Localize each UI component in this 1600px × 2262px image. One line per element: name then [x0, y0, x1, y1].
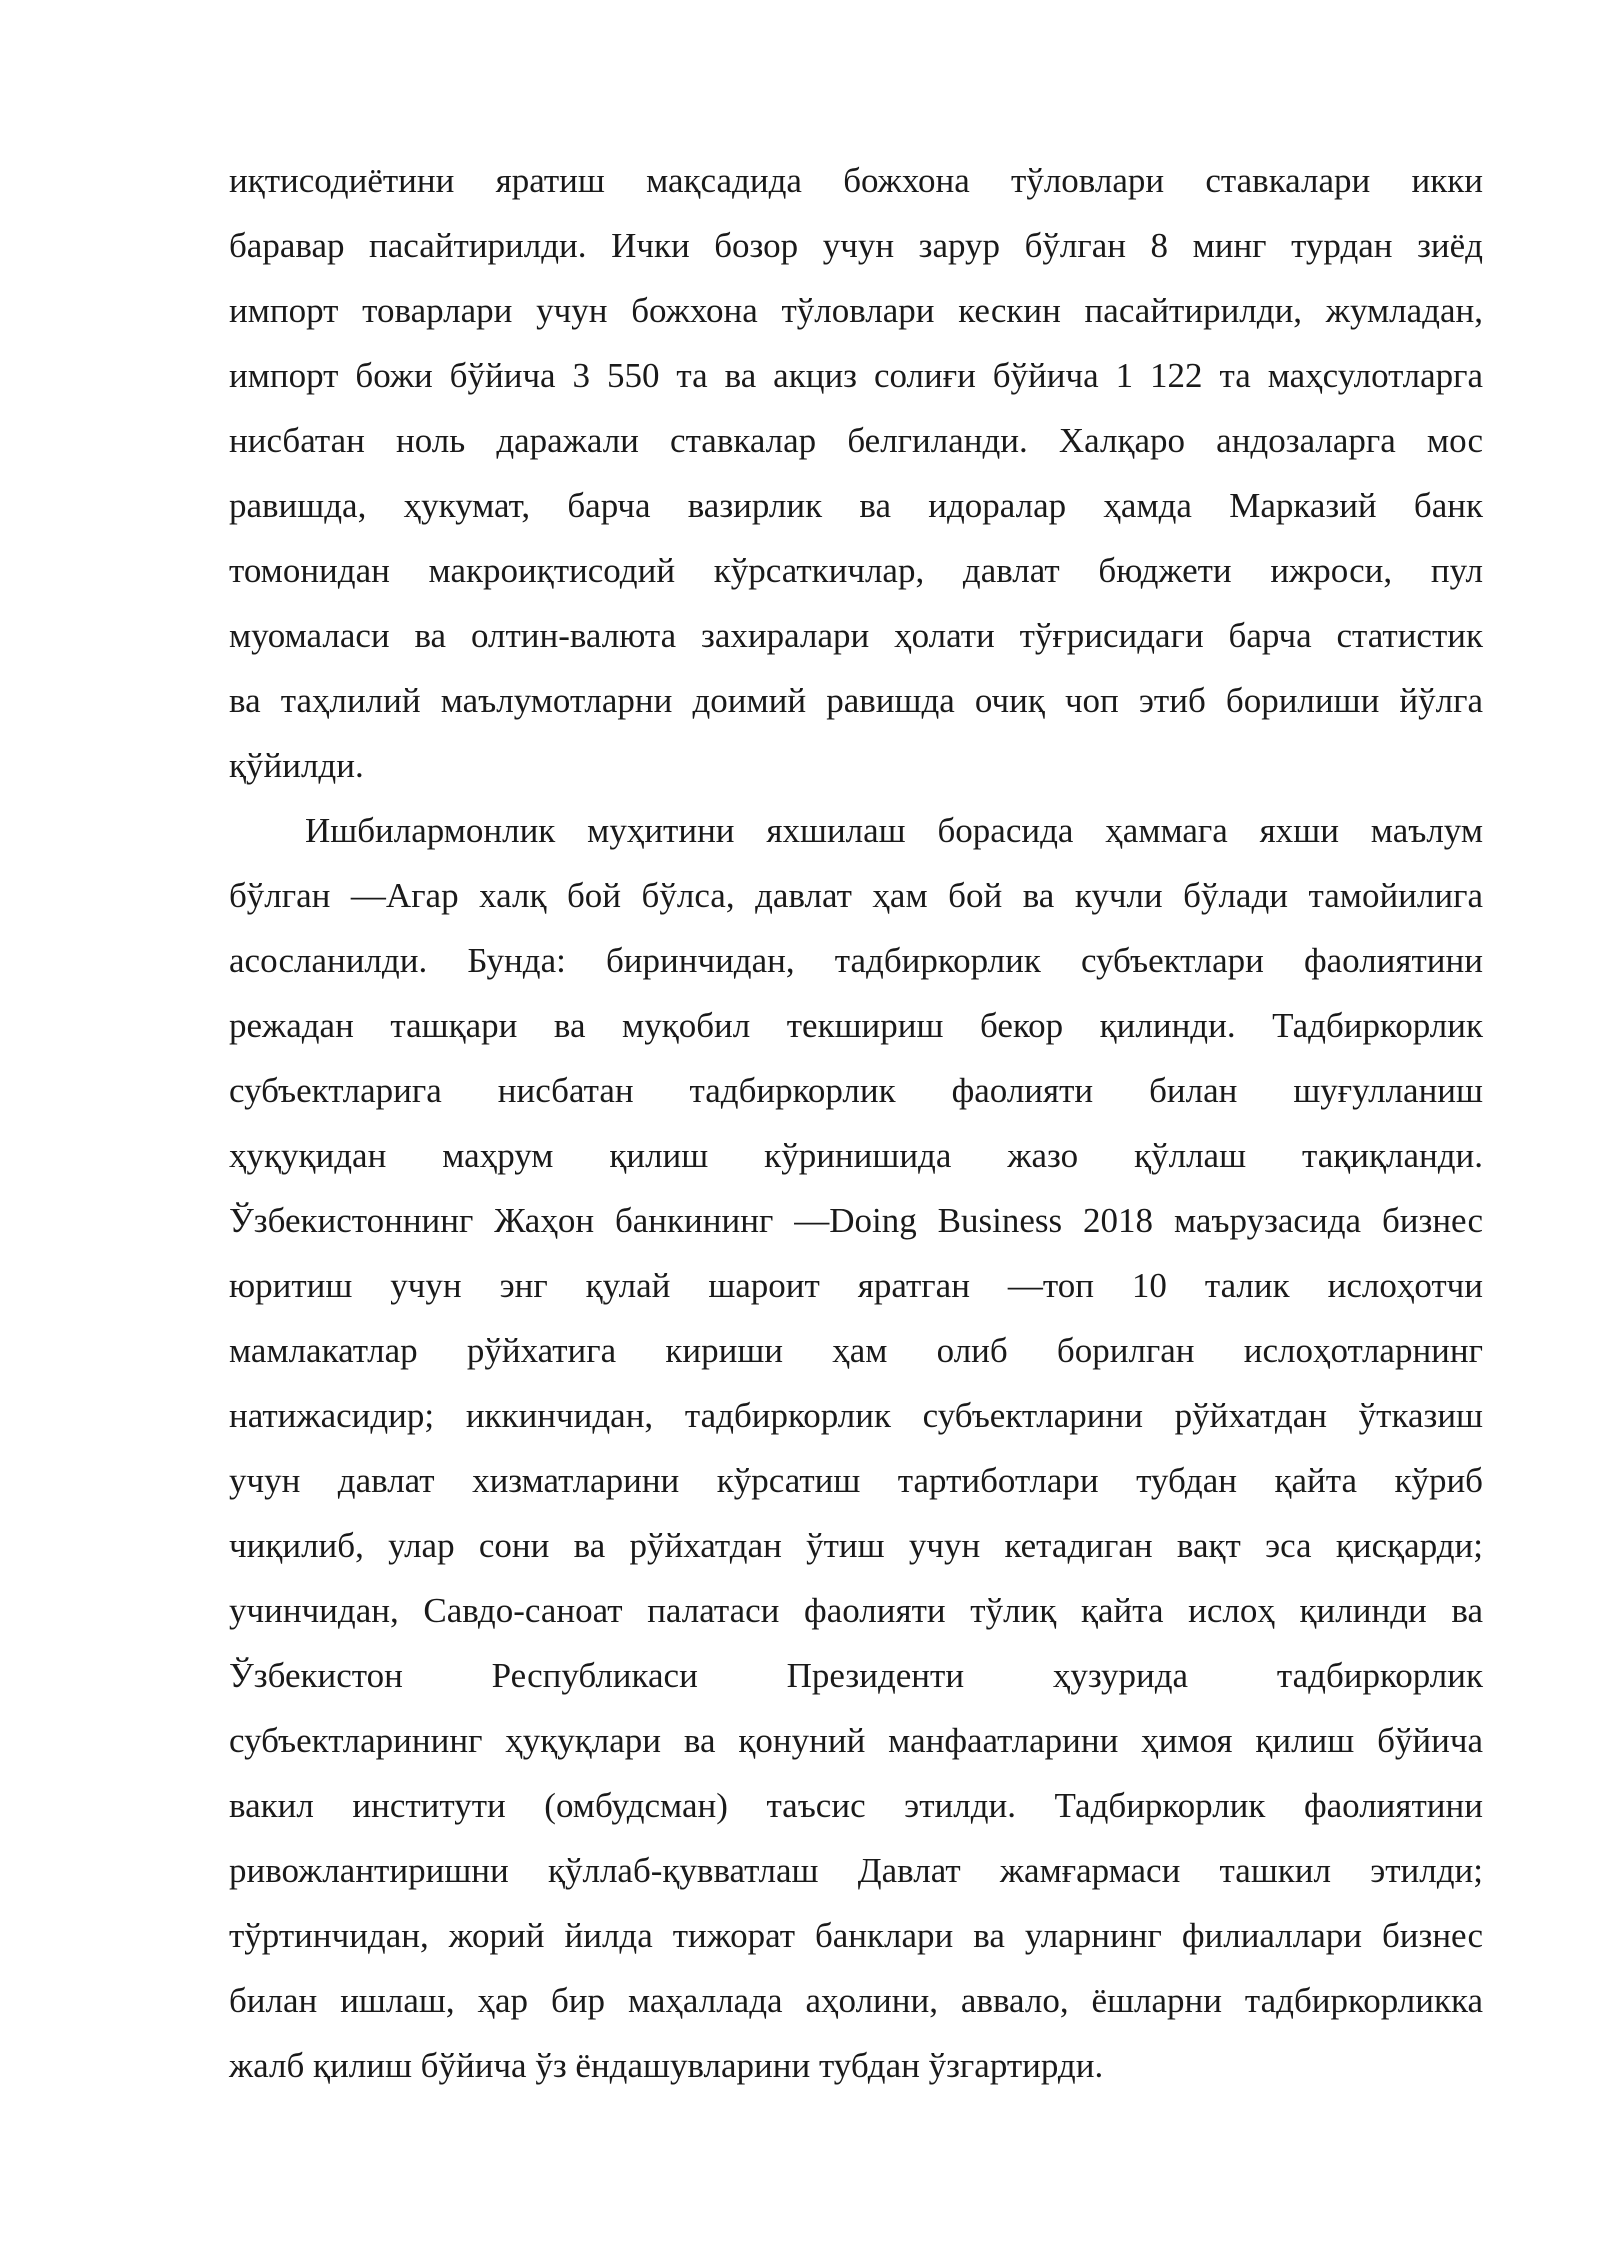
text-line: бўлган ―Агар халқ бой бўлса, давлат ҳам бой ва кучли бўлади тамойилига [229, 876, 1483, 915]
text-line: вакил институти (омбудсман) таъсис этилди. Тадбиркорлик фаолиятини [229, 1786, 1483, 1825]
text-line: субъектларининг ҳуқуқлари ва қонуний манфаатларини ҳимоя қилиш бўйича [229, 1721, 1483, 1760]
text-line: муомаласи ва олтин-валюта захиралари ҳолати тўғрисидаги барча статистик [229, 616, 1483, 655]
text-line: ва таҳлилий маълумотларни доимий равишда очиқ чоп этиб борилиши йўлга [229, 681, 1483, 720]
text-line: томонидан макроиқтисодий кўрсаткичлар, давлат бюджети ижроси, пул [229, 551, 1483, 590]
text-line: Ўзбекистоннинг Жаҳон банкининг ―Doing Business 2018 маърузасида бизнес [229, 1201, 1483, 1240]
text-line: жалб қилиш бўйича ўз ёндашувларини тубдан ўзгартирди. [229, 2046, 1104, 2085]
text-line: субъектларига нисбатан тадбиркорлик фаолияти билан шуғулланиш [229, 1071, 1483, 1110]
text-line: учинчидан, Савдо-саноат палатаси фаолияти тўлиқ қайта ислоҳ қилинди ва [229, 1591, 1483, 1630]
text-line: ҳуқуқидан маҳрум қилиш кўринишида жазо қўллаш тақиқланди. [229, 1136, 1483, 1175]
text-line: Ўзбекистон Республикаси Президенти ҳузурида тадбиркорлик [229, 1656, 1483, 1695]
text-line: учун давлат хизматларини кўрсатиш тартиботлари тубдан қайта кўриб [229, 1461, 1483, 1500]
text-line: натижасидир; иккинчидан, тадбиркорлик субъектларини рўйхатдан ўтказиш [229, 1396, 1483, 1435]
body-text [229, 148, 1483, 2098]
text-line: Ишбилармонлик муҳитини яхшилаш борасида ҳаммага яхши маълум [305, 811, 1483, 850]
text-line: иқтисодиётини яратиш мақсадида божхона тўловлари ставкалари икки [229, 161, 1483, 200]
text-line: юритиш учун энг қулай шароит яратган ―топ 10 талик ислоҳотчи [229, 1266, 1483, 1305]
paragraph-1 [229, 148, 1483, 798]
paragraph-2 [229, 798, 1483, 2098]
text-line: асосланилди. Бунда: биринчидан, тадбиркорлик субъектлари фаолиятини [229, 941, 1483, 980]
text-line: равишда, ҳукумат, барча вазирлик ва идоралар ҳамда Марказий банк [229, 486, 1483, 525]
text-line: импорт товарлари учун божхона тўловлари кескин пасайтирилди, жумладан, [229, 291, 1483, 330]
text-line: ривожлантиришни қўллаб-қувватлаш Давлат жамғармаси ташкил этилди; [229, 1851, 1483, 1890]
text-line: импорт божи бўйича 3 550 та ва акциз солиғи бўйича 1 122 та маҳсулотларга [229, 356, 1483, 395]
text-line: тўртинчидан, жорий йилда тижорат банклари ва уларнинг филиаллари бизнес [229, 1916, 1483, 1955]
text-line: билан ишлаш, ҳар бир маҳаллада аҳолини, аввало, ёшларни тадбиркорликка [229, 1981, 1483, 2020]
text-line: нисбатан ноль даражали ставкалар белгиланди. Халқаро андозаларга мос [229, 421, 1483, 460]
text-line: чиқилиб, улар сони ва рўйхатдан ўтиш учун кетадиган вақт эса қисқарди; [229, 1526, 1483, 1565]
text-line: режадан ташқари ва муқобил текшириш бекор қилинди. Тадбиркорлик [229, 1006, 1483, 1045]
text-line: баравар пасайтирилди. Ички бозор учун зарур бўлган 8 минг турдан зиёд [229, 226, 1483, 265]
text-line: қўйилди. [229, 746, 364, 785]
text-line: мамлакатлар рўйхатига кириши ҳам олиб борилган ислоҳотларнинг [229, 1331, 1483, 1370]
